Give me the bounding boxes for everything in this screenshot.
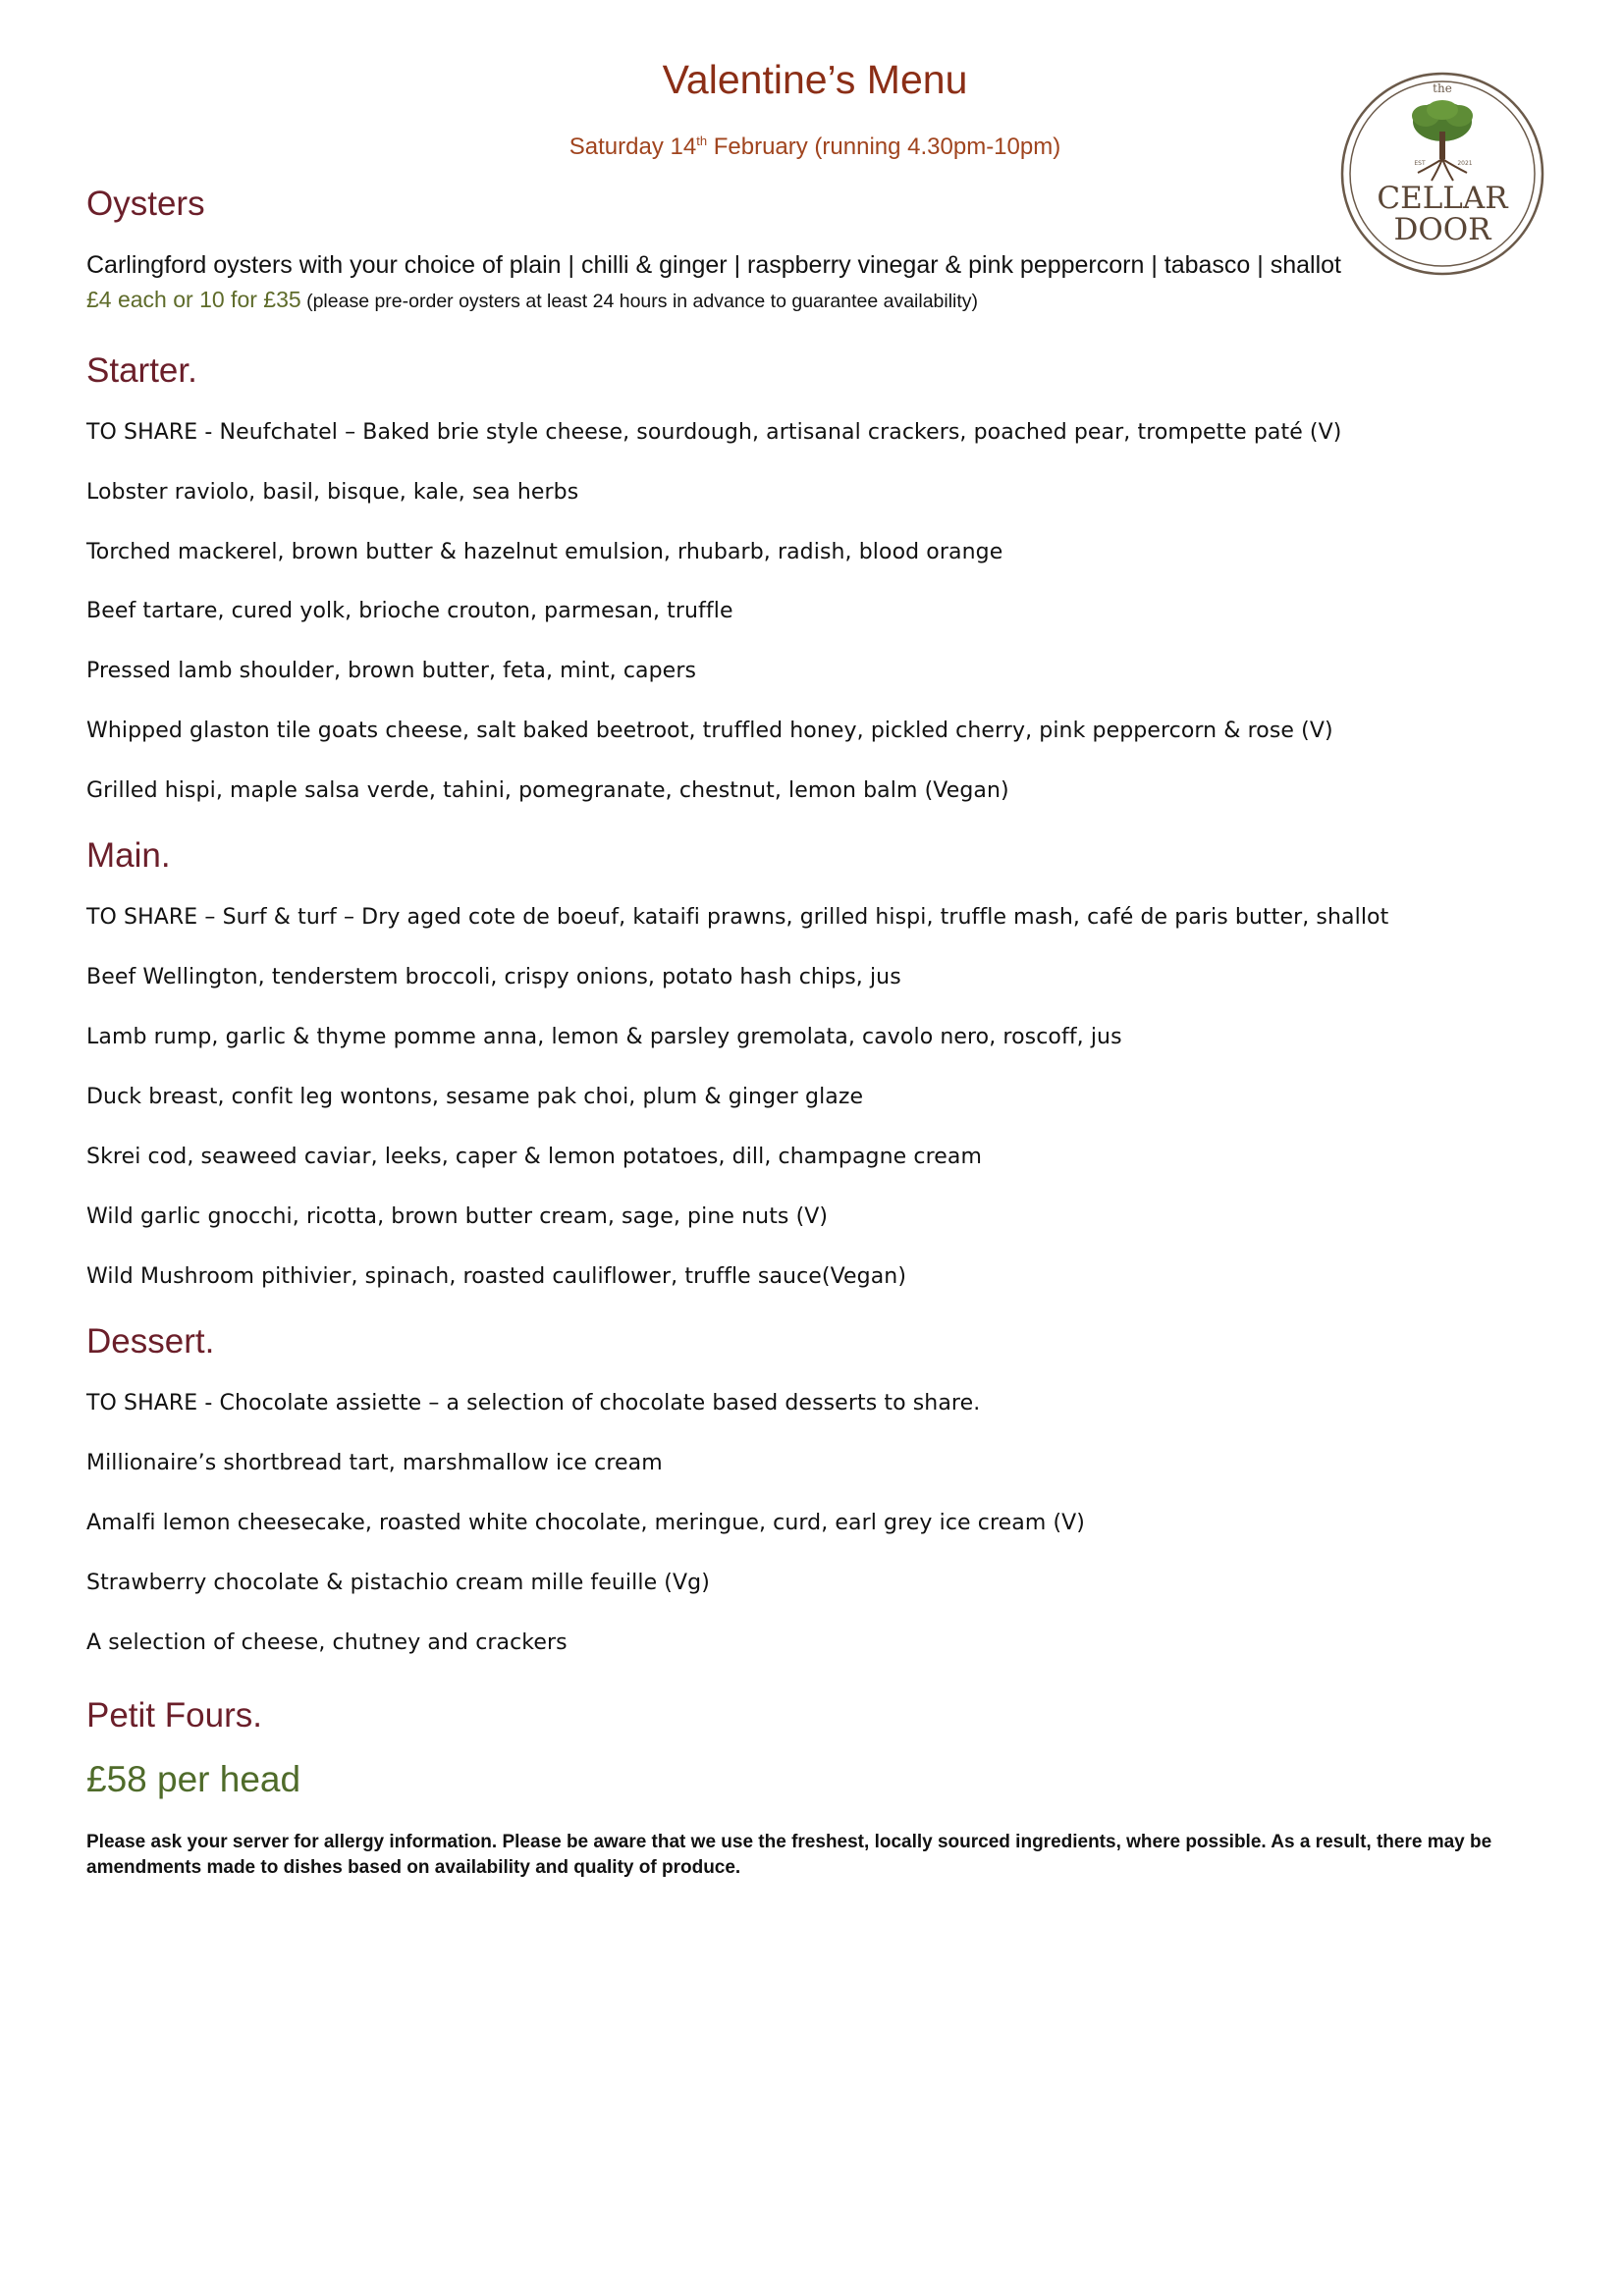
dessert-item: Amalfi lemon cheesecake, roasted white chocolate, meringue, curd, earl grey ice cream (V) (86, 1511, 1085, 1535)
price-per-head: £58 per head (86, 1759, 301, 1799)
main-item: Wild Mushroom pithivier, spinach, roasted cauliflower, truffle sauce(Vegan) (86, 1264, 907, 1289)
subtitle-ordinal: th (696, 133, 708, 148)
section-heading-oysters: Oysters (86, 185, 205, 223)
main-item: TO SHARE – Surf & turf – Dry aged cote de boeuf, kataifi prawns, grilled hispi, truffle mash, café de paris butter, shallot (86, 905, 1389, 930)
dessert-item: TO SHARE - Chocolate assiette – a selection of chocolate based desserts to share. (86, 1391, 981, 1415)
oysters-price-line (86, 287, 978, 313)
starter-item: Whipped glaston tile goats cheese, salt baked beetroot, truffled honey, pickled cherry, pink peppercorn & rose (V) (86, 719, 1333, 743)
oysters-description: Carlingford oysters with your choice of plain | chilli & ginger | raspberry vinegar & pink peppercorn | tabasco | shallot (86, 251, 1341, 279)
dessert-item: Millionaire’s shortbread tart, marshmallow ice cream (86, 1451, 663, 1475)
section-heading-main: Main. (86, 836, 171, 875)
logo-cellar: CELLAR (1377, 181, 1508, 216)
section-heading-dessert: Dessert. (86, 1322, 215, 1361)
logo-est-right: 2021 (1457, 160, 1473, 167)
tree-icon (1412, 100, 1473, 181)
dessert-item: A selection of cheese, chutney and crackers (86, 1630, 568, 1655)
main-item: Duck breast, confit leg wontons, sesame pak choi, plum & ginger glaze (86, 1085, 864, 1109)
dessert-item: Strawberry chocolate & pistachio cream mille feuille (Vg) (86, 1571, 710, 1595)
starter-item: Torched mackerel, brown butter & hazelnut emulsion, rhubarb, radish, blood orange (86, 540, 1003, 564)
starter-item: Beef tartare, cured yolk, brioche crouton, parmesan, truffle (86, 599, 733, 623)
page-title: Valentine’s Menu (662, 57, 968, 102)
oysters-price: £4 each or 10 for £35 (86, 287, 301, 312)
section-heading-starter: Starter. (86, 351, 197, 390)
starter-item: Pressed lamb shoulder, brown butter, feta, mint, capers (86, 659, 697, 683)
starter-item: Lobster raviolo, basil, bisque, kale, sea herbs (86, 480, 579, 505)
starter-item: Grilled hispi, maple salsa verde, tahini, pomegranate, chestnut, lemon balm (Vegan) (86, 778, 1009, 803)
allergy-notice: Please ask your server for allergy information. Please be aware that we use the freshest, locally sourced ingredients, where possible. As a result, there may be amendments made to dishes based on availability and quality of produce. (86, 1832, 1492, 1878)
main-item: Lamb rump, garlic & thyme pomme anna, lemon & parsley gremolata, cavolo nero, roscoff, jus (86, 1025, 1122, 1049)
cellar-door-logo (1339, 71, 1545, 277)
logo-top-text: the (1433, 81, 1452, 95)
logo-door: DOOR (1393, 212, 1491, 247)
main-item: Beef Wellington, tenderstem broccoli, crispy onions, potato hash chips, jus (86, 965, 901, 989)
subtitle-time: February (running 4.30pm-10pm) (707, 133, 1061, 160)
subtitle-date: Saturday 14 (568, 133, 697, 160)
section-heading-petit-fours: Petit Fours. (86, 1696, 262, 1735)
main-item: Wild garlic gnocchi, ricotta, brown butter cream, sage, pine nuts (V) (86, 1204, 829, 1229)
oysters-note: (please pre-order oysters at least 24 hours in advance to guarantee availability) (300, 291, 979, 312)
starter-item: TO SHARE - Neufchatel – Baked brie style cheese, sourdough, artisanal crackers, poached pear, trompette paté (V) (86, 420, 1342, 445)
main-item: Skrei cod, seaweed caviar, leeks, caper & lemon potatoes, dill, champagne cream (86, 1145, 982, 1169)
logo-est-left: EST (1414, 160, 1426, 167)
